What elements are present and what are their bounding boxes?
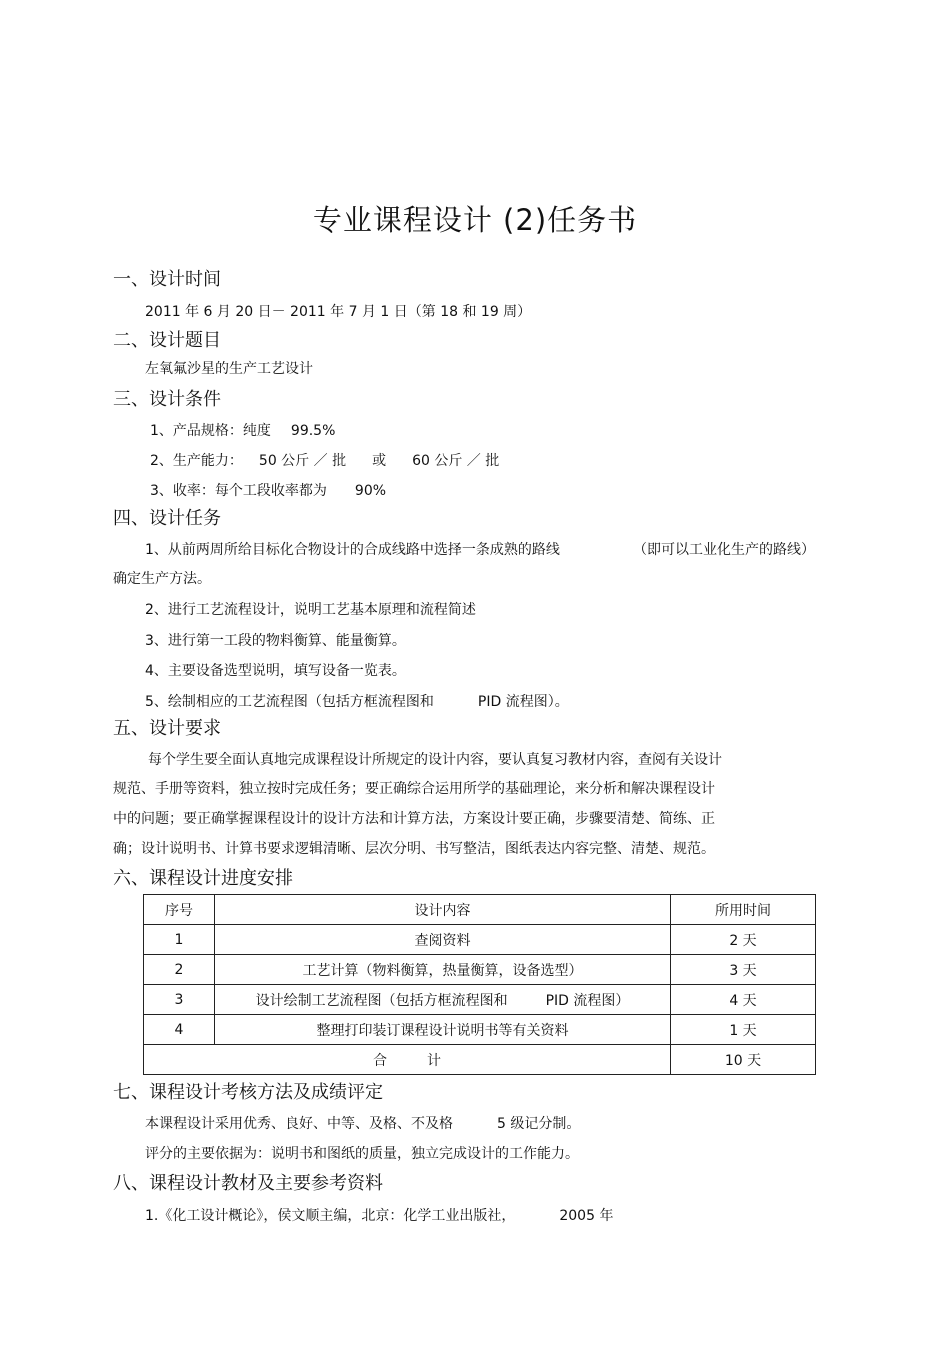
task-1-note: （即可以工业化生产的路线） — [633, 542, 815, 558]
row-content-a: 设计绘制工艺流程图（包括方框流程图和 — [255, 992, 508, 1009]
table-header-time: 所用时间 — [671, 895, 816, 925]
row-content — [215, 985, 671, 1015]
reference-1 — [145, 1207, 613, 1225]
total-label: 合 计 — [144, 1045, 671, 1075]
row-content-b: PID 流程图） — [545, 992, 630, 1009]
requirements-line-3: 中的问题；要正确掌握课程设计的设计方法和计算方法，方案设计要正确，步骤要清楚、简练、正 — [113, 811, 715, 827]
condition-1-value: 99.5% — [290, 423, 336, 439]
task-1-continuation: 确定生产方法。 — [113, 571, 211, 587]
row-time: 2 天 — [671, 925, 816, 955]
reference-1-a: 1.《化工设计概论》，侯文顺主编，北京：化学工业出版社， — [145, 1208, 516, 1224]
section-heading-design-conditions: 三、设计条件 — [113, 389, 221, 410]
condition-item-2 — [150, 452, 499, 470]
condition-3-label: 3、收率：每个工段收率都为 — [150, 483, 327, 499]
table-row — [144, 925, 816, 955]
row-content: 整理打印装订课程设计说明书等有关资料 — [215, 1015, 671, 1045]
task-4-text: 4、主要设备选型说明，填写设备一览表。 — [145, 663, 406, 679]
row-time: 3 天 — [671, 955, 816, 985]
table-header-no: 序号 — [144, 895, 215, 925]
section-heading-design-requirements: 五、设计要求 — [113, 718, 221, 739]
row-content: 查阅资料 — [215, 925, 671, 955]
requirements-line-4: 确；设计说明书、计算书要求逻辑清晰、层次分明、书写整洁，图纸表达内容完整、清楚、规范。 — [113, 841, 715, 857]
table-row — [144, 1015, 816, 1045]
assessment-line-1-b: 5 级记分制。 — [497, 1116, 581, 1132]
row-time: 4 天 — [671, 985, 816, 1015]
section-heading-references: 八、课程设计教材及主要参考资料 — [113, 1173, 383, 1194]
condition-2-value-a: 50 公斤 ／ 批 — [258, 453, 347, 469]
task-3-text: 3、进行第一工段的物料衡算、能量衡算。 — [145, 633, 406, 649]
schedule-table — [143, 894, 816, 1075]
task-5-text-a: 5、绘制相应的工艺流程图（包括方框流程图和 — [145, 694, 434, 710]
task-5-text — [145, 693, 569, 711]
condition-1-label: 1、产品规格：纯度 — [150, 423, 271, 439]
table-header-row — [144, 895, 816, 925]
assessment-line-1-a: 本课程设计采用优秀、良好、中等、及格、不及格 — [145, 1116, 453, 1132]
task-1-text: 1、从前两周所给目标化合物设计的合成线路中选择一条成熟的路线 — [145, 542, 560, 558]
condition-2-or: 或 — [372, 453, 387, 469]
total-time: 10 天 — [671, 1045, 816, 1075]
section-heading-design-time: 一、设计时间 — [113, 269, 221, 290]
table-total-row — [144, 1045, 816, 1075]
row-content: 工艺计算（物料衡算，热量衡算，设备选型） — [215, 955, 671, 985]
condition-2-label: 2、生产能力： — [150, 453, 243, 469]
condition-item-1 — [150, 422, 335, 440]
row-no: 3 — [144, 985, 215, 1015]
section-heading-design-topic: 二、设计题目 — [113, 330, 221, 351]
design-topic-text: 左氧氟沙星的生产工艺设计 — [145, 361, 313, 377]
section-heading-schedule: 六、课程设计进度安排 — [113, 868, 293, 889]
condition-item-3 — [150, 482, 386, 500]
design-time-text: 2011 年 6 月 20 日－ 2011 年 7 月 1 日（第 18 和 19 周） — [145, 304, 532, 320]
row-no: 4 — [144, 1015, 215, 1045]
section-heading-design-tasks: 四、设计任务 — [113, 508, 221, 529]
table-row — [144, 955, 816, 985]
row-time: 1 天 — [671, 1015, 816, 1045]
requirements-line-2: 规范、手册等资料，独立按时完成任务；要正确综合运用所学的基础理论，来分析和解决课程设计 — [113, 781, 715, 797]
reference-1-b: 2005 年 — [559, 1208, 614, 1224]
section-heading-assessment: 七、课程设计考核方法及成绩评定 — [113, 1082, 383, 1103]
table-header-content: 设计内容 — [215, 895, 671, 925]
assessment-line-2: 评分的主要依据为：说明书和图纸的质量，独立完成设计的工作能力。 — [145, 1146, 579, 1162]
requirements-line-1: 每个学生要全面认真地完成课程设计所规定的设计内容，要认真复习教材内容，查阅有关设计 — [148, 752, 722, 768]
table-row — [144, 985, 816, 1015]
assessment-line-1 — [145, 1115, 580, 1133]
row-no: 1 — [144, 925, 215, 955]
condition-3-value: 90% — [354, 483, 387, 499]
condition-2-value-b: 60 公斤 ／ 批 — [412, 453, 500, 469]
row-no: 2 — [144, 955, 215, 985]
task-5-text-b: PID 流程图）。 — [477, 694, 569, 710]
document-title: 专业课程设计 (2)任务书 — [312, 203, 638, 237]
task-2-text: 2、进行工艺流程设计，说明工艺基本原理和流程简述 — [145, 602, 476, 618]
